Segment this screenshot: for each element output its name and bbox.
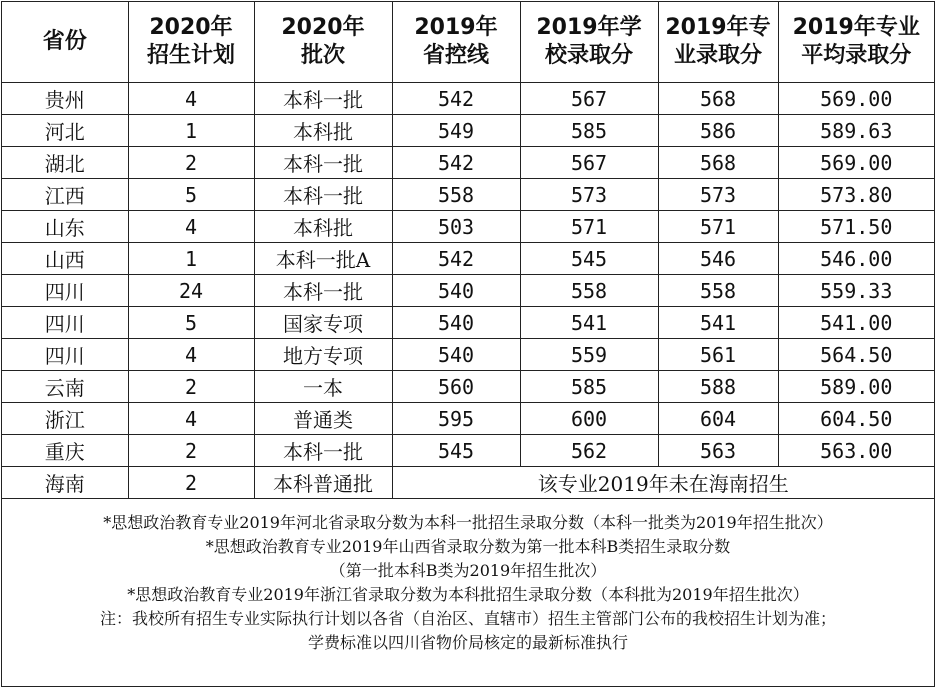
cell-major-avg-score: 571.50: [778, 211, 934, 243]
table-row: [2, 115, 934, 147]
cell-major-avg-score: 573.80: [778, 179, 934, 211]
footnote-line: *思想政治教育专业2019年河北省录取分数为本科一批招生录取分数（本科一批类为2019年招生批次）: [103, 513, 833, 532]
footnote-line: 学费标准以四川省物价局核定的最新标准执行: [307, 633, 628, 652]
cell-school-score: 562: [520, 435, 658, 467]
cell-school-score: 545: [520, 243, 658, 275]
header-major-avg-score-2019: 2019年专业 平均录取分: [778, 2, 934, 83]
cell-major-avg-score: 569.00: [778, 83, 934, 115]
cell-batch: 本科一批: [254, 179, 392, 211]
cell-school-score: 585: [520, 115, 658, 147]
cell-province: 河北: [2, 115, 128, 147]
header-plan-2020: 2020年 招生计划: [128, 2, 254, 83]
cell-control-line: 560: [392, 371, 520, 403]
cell-batch: 本科普通批: [254, 467, 392, 499]
cell-control-line: 549: [392, 115, 520, 147]
cell-plan: 1: [128, 243, 254, 275]
cell-major-avg-score: 589.63: [778, 115, 934, 147]
cell-school-score: 585: [520, 371, 658, 403]
cell-province: 贵州: [2, 83, 128, 115]
cell-plan: 2: [128, 371, 254, 403]
cell-school-score: 541: [520, 307, 658, 339]
footnote-line: *思想政治教育专业2019年山西省录取分数为第一批本科B类招生录取分数: [205, 537, 731, 556]
cell-batch: 国家专项: [254, 307, 392, 339]
cell-province: 海南: [2, 467, 128, 499]
cell-control-line: 540: [392, 307, 520, 339]
cell-plan: 24: [128, 275, 254, 307]
footnote-line: *思想政治教育专业2019年浙江省录取分数为本科批招生录取分数（本科批为2019年招生批次）: [127, 585, 809, 604]
cell-plan: 2: [128, 435, 254, 467]
cell-major-avg-score: 541.00: [778, 307, 934, 339]
cell-major-avg-score: 546.00: [778, 243, 934, 275]
table-row: [2, 211, 934, 243]
cell-plan: 4: [128, 83, 254, 115]
cell-province: 云南: [2, 371, 128, 403]
cell-province: 湖北: [2, 147, 128, 179]
cell-plan: 4: [128, 339, 254, 371]
cell-province: 山东: [2, 211, 128, 243]
cell-control-line: 542: [392, 83, 520, 115]
cell-school-score: 600: [520, 403, 658, 435]
cell-major-avg-score: 569.00: [778, 147, 934, 179]
cell-major-score: 586: [658, 115, 778, 147]
footnote-line: 注：我校所有招生专业实际执行计划以各省（自治区、直辖市）招生主管部门公布的我校招生计划为准；: [99, 609, 836, 628]
cell-school-score: 571: [520, 211, 658, 243]
cell-major-avg-score: 559.33: [778, 275, 934, 307]
cell-control-line: 595: [392, 403, 520, 435]
cell-batch: 本科一批: [254, 147, 392, 179]
cell-control-line: 540: [392, 275, 520, 307]
cell-batch: 本科一批A: [254, 243, 392, 275]
cell-school-score: 567: [520, 83, 658, 115]
cell-plan: 5: [128, 307, 254, 339]
footnotes: [2, 499, 934, 655]
cell-major-score: 561: [658, 339, 778, 371]
cell-school-score: 559: [520, 339, 658, 371]
cell-school-score: 567: [520, 147, 658, 179]
cell-plan: 5: [128, 179, 254, 211]
cell-batch: 本科一批: [254, 435, 392, 467]
cell-major-avg-score: 563.00: [778, 435, 934, 467]
cell-major-score: 588: [658, 371, 778, 403]
footnote-line: （第一批本科B类为2019年招生批次）: [329, 561, 607, 580]
cell-batch: 本科批: [254, 211, 392, 243]
table-row: [2, 403, 934, 435]
table-row: [2, 83, 934, 115]
cell-province: 四川: [2, 339, 128, 371]
table-row: [2, 147, 934, 179]
cell-control-line: 540: [392, 339, 520, 371]
cell-province: 四川: [2, 307, 128, 339]
header-control-line-2019: 2019年 省控线: [392, 2, 520, 83]
cell-plan: 1: [128, 115, 254, 147]
table-row: [2, 435, 934, 467]
table-row: [2, 339, 934, 371]
cell-province: 山西: [2, 243, 128, 275]
header-batch-2020: 2020年 批次: [254, 2, 392, 83]
cell-batch: 一本: [254, 371, 392, 403]
cell-plan: 2: [128, 467, 254, 499]
cell-control-line: 558: [392, 179, 520, 211]
cell-batch: 本科一批: [254, 83, 392, 115]
header-province: 省份: [2, 2, 128, 83]
cell-school-score: 573: [520, 179, 658, 211]
cell-major-score: 546: [658, 243, 778, 275]
cell-major-score: 573: [658, 179, 778, 211]
cell-province: 江西: [2, 179, 128, 211]
cell-control-line: 542: [392, 147, 520, 179]
table-row: [2, 467, 934, 499]
admission-score-table: [2, 2, 934, 499]
cell-batch: 地方专项: [254, 339, 392, 371]
cell-province: 四川: [2, 275, 128, 307]
cell-batch: 本科批: [254, 115, 392, 147]
admission-score-document: [1, 1, 935, 687]
cell-major-score: 568: [658, 147, 778, 179]
cell-batch: 普通类: [254, 403, 392, 435]
header-school-score-2019: 2019年学 校录取分: [520, 2, 658, 83]
table-row: [2, 371, 934, 403]
cell-plan: 4: [128, 211, 254, 243]
cell-major-score: 568: [658, 83, 778, 115]
cell-major-score: 541: [658, 307, 778, 339]
header-major-score-2019: 2019年专 业录取分: [658, 2, 778, 83]
table-header-row: [2, 2, 934, 83]
cell-plan: 4: [128, 403, 254, 435]
cell-major-score: 563: [658, 435, 778, 467]
cell-control-line: 503: [392, 211, 520, 243]
cell-batch: 本科一批: [254, 275, 392, 307]
cell-major-score: 604: [658, 403, 778, 435]
table-row: [2, 179, 934, 211]
cell-major-avg-score: 604.50: [778, 403, 934, 435]
cell-major-score: 571: [658, 211, 778, 243]
cell-control-line: 545: [392, 435, 520, 467]
table-row: [2, 275, 934, 307]
cell-school-score: 558: [520, 275, 658, 307]
cell-plan: 2: [128, 147, 254, 179]
cell-province: 浙江: [2, 403, 128, 435]
table-row: [2, 243, 934, 275]
cell-control-line: 542: [392, 243, 520, 275]
cell-major-avg-score: 589.00: [778, 371, 934, 403]
cell-no-enrollment-note: 该专业2019年未在海南招生: [392, 467, 934, 499]
cell-major-score: 558: [658, 275, 778, 307]
cell-province: 重庆: [2, 435, 128, 467]
cell-major-avg-score: 564.50: [778, 339, 934, 371]
table-row: [2, 307, 934, 339]
